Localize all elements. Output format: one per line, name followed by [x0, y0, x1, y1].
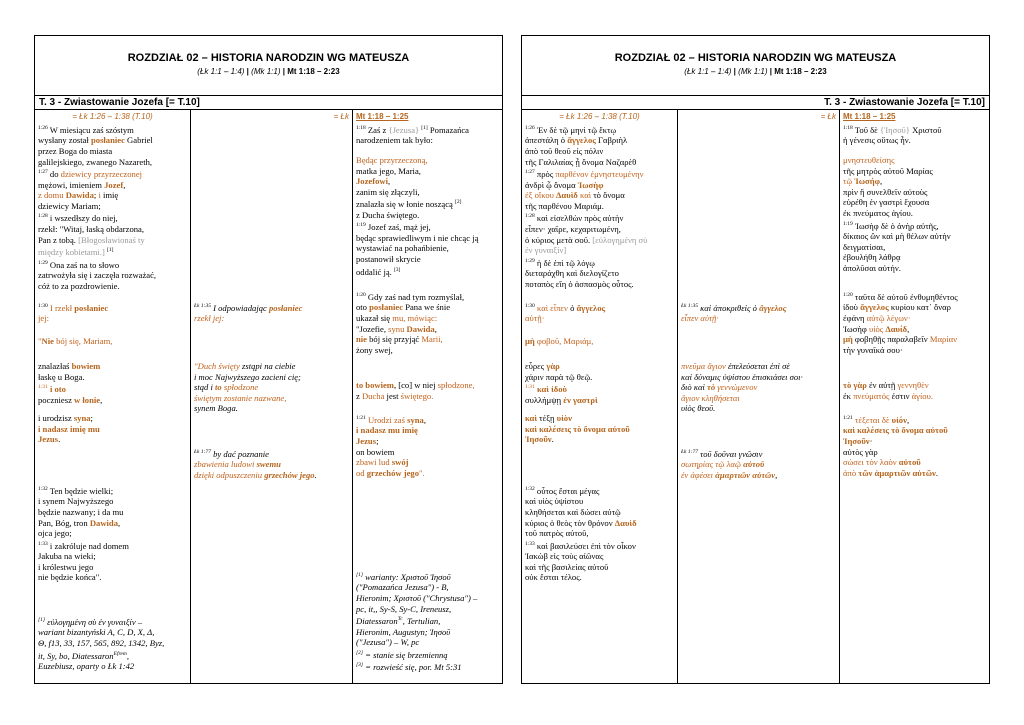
text-block: "Duch święty zstąpi na ciebie i moc Najwyższego zacieni cię; stąd i to spłodzone świętym zostanie nazwane, synem Boga.	[194, 361, 301, 414]
text-block: καὶ τέξῃ υἱὸν καὶ καλέσεις τὸ ὄνομα αὐτοῦ Ἰησοῦν.	[525, 413, 630, 445]
text-block: $^{Łk 1:35}$ I odpowiadając posłaniec rzekł jej:	[194, 302, 303, 324]
page-title: ROZDZIAŁ 02 – HISTORIA NARODZIN WG MATEUSZA	[127, 52, 410, 64]
text-block: $^{1:30}$ I rzekł posłaniec jej:	[38, 302, 109, 324]
column-luke-parallel	[191, 110, 353, 683]
text-block: μὴ φοβοῦ, Μαριάμ,	[525, 336, 594, 346]
section-title: T. 3 - Zwiastowanie Jozefa [= T.10]	[35, 96, 502, 110]
text-block: $^{1:26}$ Ἐν δὲ τῷ μηνὶ τῷ ἕκτῳ ἀπεστάλη ὁ ἄγγελος Γαβριὴλ ἀπὸ τοῦ θεοῦ εἰς πόλιν τῆς Γαλιλαίας ᾗ ὄνομα Ναζαρὲθ $^{1:27}$ πρὸς παρθένον ἐμνηστευμένην ἀνδρὶ ᾧ ὄνομα Ἰωσὴφ ἐξ οἴκου Δαυὶδ καὶ τὸ ὄνομα τῆς παρθένου Μαριάμ. $^{1:28}$ καὶ εἰσελθὼν πρὸς αὐτὴν εἶπεν· χαῖρε, κεχαριτωμένη, ὁ κύριος μετὰ σοῦ. [εὐλογημένη σὺ ἐν γυναιξίν] $^{1:29}$ ἡ δὲ ἐπὶ τῷ λόγῳ διεταράχθη καὶ διελογίζετο ποταπὸς εἴη ὁ ἀσπασμὸς οὗτος.	[525, 124, 648, 289]
footnote-block: [1] warianty: Χριστοῦ Ἰησοῦ ("Pomazańca Jezusa") - B, Hieronim; Χριστοῦ ("Chrystusa") – pc, it,, Sy-S, Sy-C, Ireneusz, Diatessaron$^{Tc}$, Tertulian, Hieronim, Augustyn; Ἰησοῦ ("Jezusa") – W, pc [2] = stanie się brzemienną [3] = rozwieść się, por. Mt 5:31	[356, 571, 478, 673]
page-refs: (Łk 1:1 – 1:4) | (Mk 1:1) | Mt 1:18 – 2:23	[684, 67, 827, 76]
column-header-matthew: Mt 1:18 – 1:25	[843, 112, 896, 121]
text-block: Będąc przyrzeczoną, matka jego, Maria, Jozefowi, zanim się złączyli, znalazła się w łonie noszącą [2] z Ducha świętego. $^{1:19}$ Jozef zaś, mąż jej, będąc sprawiedliwym i nie chcąc ją wystawiać na pohańbienie, postanowił skrycie oddalić ją. [3]	[356, 155, 479, 277]
column-header-matthew: Mt 1:18 – 1:25	[356, 112, 409, 121]
text-block: τὸ γὰρ ἐν αὐτῇ γεννηθὲν ἐκ πνεύματός ἐστιν ἁγίου.	[843, 380, 933, 401]
columns	[35, 110, 502, 683]
footnote-block: [1] εὐλογημένη σὺ ἐν γυναιξίν – wariant bizantyński A, C, D, X, Δ, Θ, f13, 33, 157, 565, 892, 1342, Byz, it, Sy, bo, Diatessaron$^{Efrem}$, Euzebiusz, oparty o Łk 1:42	[38, 616, 165, 672]
section-title: T. 3 - Zwiastowanie Jozefa [= T.10]	[522, 96, 989, 110]
text-block: μνηστευθείσης τῆς μητρὸς αὐτοῦ Μαρίας τῷ Ἰωσήφ, πρὶν ἢ συνελθεῖν αὐτοὺς εὑρέθη ἐν γαστρὶ ἔχουσα ἐκ πνεύματος ἁγίου. $^{1:19}$ Ἰωσὴφ δὲ ὁ ἀνὴρ αὐτῆς, δίκαιος ὢν καὶ μὴ θέλων αὐτὴν δειγματίσαι, ἐβουλήθη λάθρᾳ ἀπολῦσαι αὐτήν.	[843, 155, 951, 273]
column-matthew	[353, 110, 502, 683]
text-block: $^{Łk 1:77}$ by dać poznanie zbawienia ludowi swemu dzięki odpuszczeniu grzechów jego.	[194, 448, 317, 481]
column-header-luke: = Łk 1:26 – 1:38 (T.10)	[559, 112, 640, 121]
page-header	[35, 36, 502, 96]
text-block: $^{1:21}$ Urodzi zaś syna, i nadasz mu imię Jezus; on bowiem zbawi lud swój od grzechów jego".	[356, 414, 426, 478]
text-block: εὗρες γὰρ χάριν παρὰ τῷ θεῷ. $^{1:31}$ καὶ ἰδοὺ συλλήμψῃ ἐν γαστρὶ	[525, 361, 598, 405]
column-header-luke-parallel: = Łk	[820, 112, 836, 121]
page-header	[522, 36, 989, 96]
text-block: $^{1:30}$ καὶ εἶπεν ὁ ἄγγελος αὐτῇ·	[525, 302, 606, 324]
page-polish	[34, 35, 503, 684]
text-block: $^{1:21}$ τέξεται δὲ υἱόν, καὶ καλέσεις τὸ ὄνομα αὐτοῦ Ἰησοῦν· αὐτὸς γὰρ σώσει τὸν λαὸν αὐτοῦ ἀπὸ τῶν ἁμαρτιῶν αὐτῶν.	[843, 414, 948, 478]
text-block: $^{1:20}$ Gdy zaś nad tym rozmyślał, oto posłaniec Pana we śnie ukazał się mu, mówiąc: "Jozefie, synu Dawida, nie bój się przyjąć Marii, żony swej,	[356, 291, 465, 355]
column-matthew	[840, 110, 989, 683]
page-title: ROZDZIAŁ 02 – HISTORIA NARODZIN WG MATEUSZA	[614, 52, 897, 64]
text-block: $^{1:32}$ οὗτος ἔσται μέγας καὶ υἱὸς ὑψίστου κληθήσεται καὶ δώσει αὐτῷ κύριος ὁ θεὸς τὸν θρόνον Δαυὶδ τοῦ πατρὸς αὐτοῦ, $^{1:33}$ καὶ βασιλεύσει ἐπὶ τὸν οἶκον Ἰακὼβ εἰς τοὺς αἰῶνας καὶ τῆς βασιλείας αὐτοῦ οὐκ ἔσται τέλος.	[525, 485, 637, 583]
text-block: znalazłaś bowiem łaskę u Boga. $^{1:31}$ i oto poczniesz w łonie,	[38, 361, 103, 405]
text-block: $^{1:18}$ Τοῦ δὲ {Ἰησοῦ} Χριστοῦ ἡ γένεσις οὕτως ἦν.	[843, 124, 942, 146]
text-block: $^{Łk 1:35}$ καὶ ἀποκριθεὶς ὁ ἄγγελος εἶπεν αὐτῇ·	[681, 302, 787, 324]
text-block: $^{1:26}$ W miesiącu zaś szóstym wysłany został posłaniec Gabriel przez Boga do miasta galilejskiego, zwanego Nazareth, $^{1:27}$ do dziewicy przyrzeczonej mężowi, imieniem Jozef, z domu Dawida; i imię dziewicy Mariam; $^{1:28}$ i wszedłszy do niej, rzekł: "Witaj, łaską obdarzona, Pan z tobą. [Błogosławionaś ty między kobietami.] [1] $^{1:29}$ Ona zaś na to słowo zatrwożyła się i zaczęła rozważać, cóż to za pozdrowienie.	[38, 124, 157, 291]
page-greek	[521, 35, 990, 684]
text-block: $^{Łk 1:77}$ τοῦ δοῦναι γνῶσιν σωτηρίας τῷ λαῷ αὐτοῦ ἐν ἀφέσει ἁμαρτιῶν αὐτῶν,	[681, 448, 778, 481]
text-block: $^{1:32}$ Ten będzie wielki; i synem Najwyższego będzie nazwany; i da mu Pan, Bóg, tron Dawida, ojca jego; $^{1:33}$ i zakróluje nad domem Jakuba na wieki; i królestwu jego nie będzie końca".	[38, 485, 129, 583]
page-refs: (Łk 1:1 – 1:4) | (Mk 1:1) | Mt 1:18 – 2:23	[197, 67, 340, 76]
text-block: to bowiem, [co] w niej spłodzone, z Ducha jest świętego.	[356, 380, 475, 401]
text-block: "Nie bój się, Mariam,	[38, 336, 113, 346]
text-block: $^{1:18}$ Zaś z {Jezusa} [1] Pomazańca narodzeniem tak było:	[356, 124, 469, 146]
column-header-luke: = Łk 1:26 – 1:38 (T.10)	[72, 112, 153, 121]
column-luke	[35, 110, 191, 683]
column-header-luke-parallel: = Łk	[333, 112, 349, 121]
text-block: πνεῦμα ἅγιον ἐπελεύσεται ἐπὶ σὲ καὶ δύναμις ὑψίστου ἐπισκιάσει σοι· διὸ καὶ τὸ γεννώμενον ἅγιον κληθήσεται υἱὸς θεοῦ.	[681, 361, 803, 414]
column-luke	[522, 110, 678, 683]
text-block: i urodzisz syna; i nadasz imię mu Jezus.	[38, 413, 100, 445]
text-block: $^{1:20}$ ταῦτα δὲ αὐτοῦ ἐνθυμηθέντος ἰδοὺ ἄγγελος κυρίου κατ᾽ ὄναρ ἐφάνη αὐτῷ λέγων· Ἰωσὴφ υἱὸς Δαυίδ, μὴ φοβηθῇς παραλαβεῖν Μαρίαν τὴν γυναῖκά σου·	[843, 291, 958, 355]
column-luke-parallel	[678, 110, 840, 683]
columns	[522, 110, 989, 683]
